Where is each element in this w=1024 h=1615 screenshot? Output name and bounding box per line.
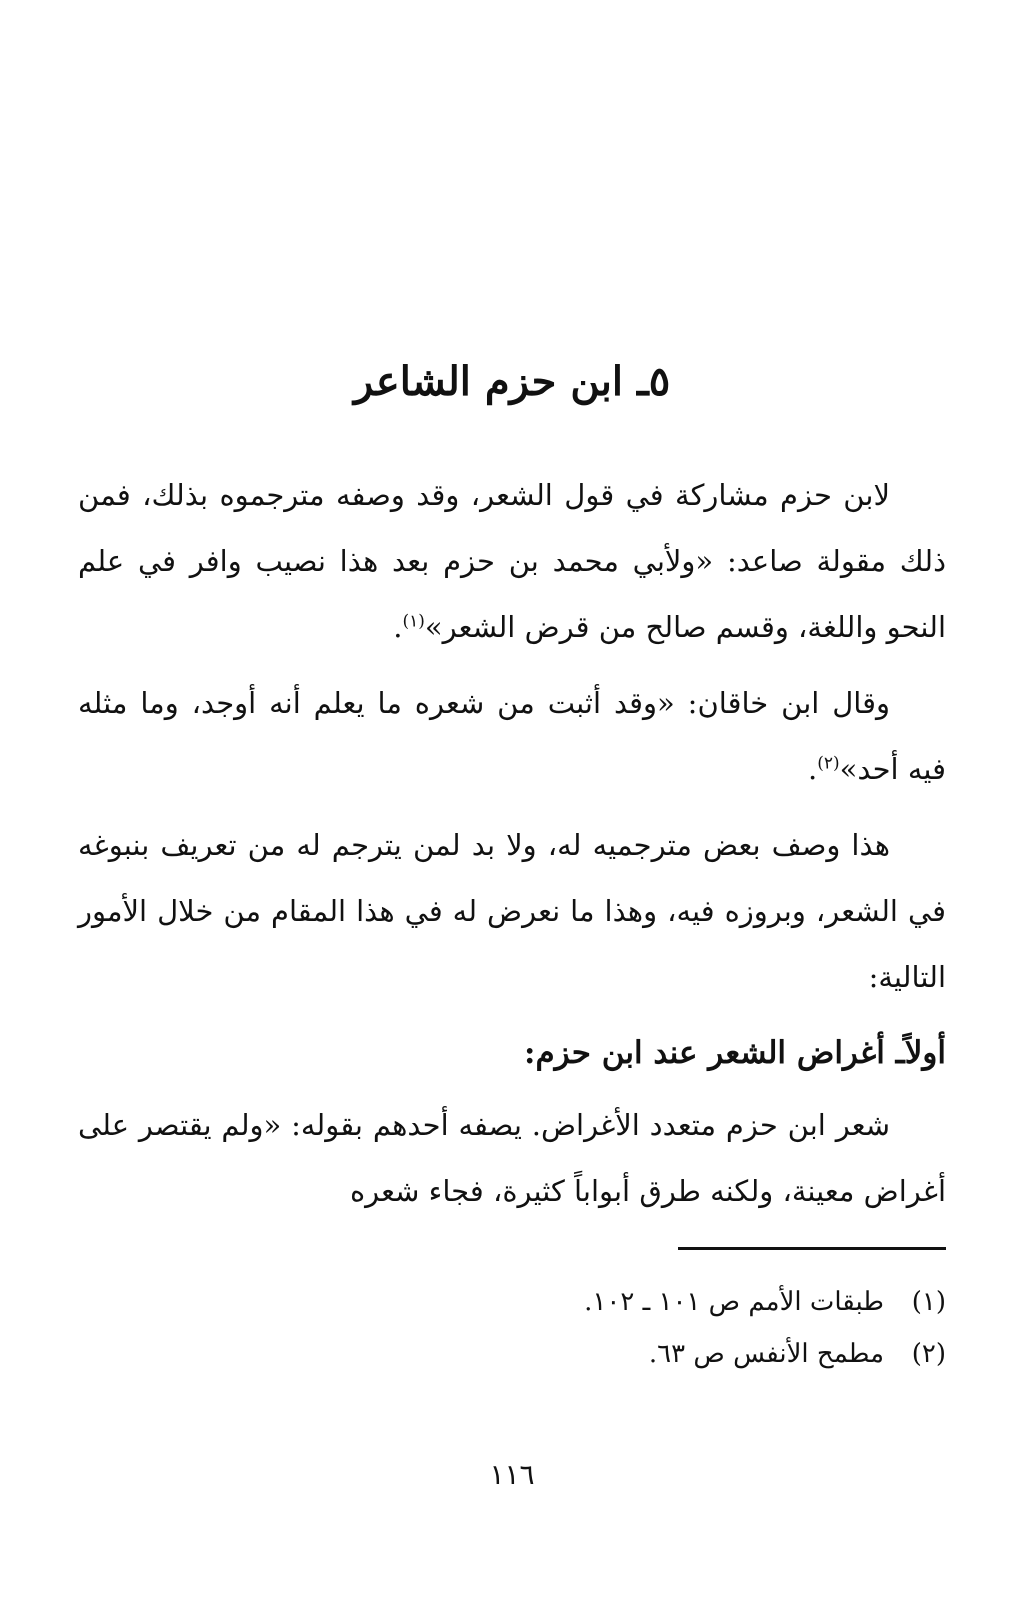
- section-title: ٥ـ ابن حزم الشاعر: [353, 358, 671, 405]
- paragraph: [78, 670, 946, 802]
- sentence-end: .: [393, 610, 403, 644]
- paragraph-text: لابن حزم مشاركة في قول الشعر، وقد وصفه مترجموه بذلك، فمن ذلك مقولة صاعد: «ولأبي محمد بن حزم بعد هذا نصيب وافر في علم النحو واللغة، وقسم صالح من قرض الشعر»: [78, 478, 946, 644]
- paragraph-text: وقال ابن خاقان: «وقد أثبت من شعره ما يعلم أنه أوجد، وما مثله فيه أحد»: [78, 686, 946, 786]
- book-page: [78, 0, 946, 1615]
- body-text: [78, 462, 946, 1234]
- footnote-divider: [678, 1247, 946, 1250]
- footnote-text: طبقات الأمم ص ١٠١ ـ ١٠٢.: [584, 1287, 884, 1317]
- footnote: [78, 1328, 946, 1380]
- footnote-reference: (٢): [817, 753, 840, 774]
- paragraph: شعر ابن حزم متعدد الأغراض. يصفه أحدهم بقوله: «ولم يقتصر على أغراض معينة، ولكنه طرق أبواباً كثيرة، فجاء شعره: [78, 1108, 946, 1208]
- footnote-reference: (١): [402, 611, 425, 632]
- paragraph: [78, 462, 946, 660]
- footnote-number: (١): [911, 1287, 946, 1317]
- sentence-end: .: [808, 752, 818, 786]
- paragraph: هذا وصف بعض مترجميه له، ولا بد لمن يترجم له من تعريف بنبوغه في الشعر، وبروزه فيه، وهذا ما نعرض له في هذا المقام من خلال الأمور التالية:: [78, 828, 946, 994]
- footnote: [78, 1276, 946, 1328]
- footnote-number: (٢): [911, 1339, 946, 1369]
- page-number: ١١٦: [489, 1458, 535, 1491]
- footnote-text: مطمح الأنفس ص ٦٣.: [648, 1339, 884, 1369]
- footnotes: [78, 1276, 946, 1380]
- subheading: أولاًـ أغراض الشعر عند ابن حزم:: [524, 1035, 946, 1071]
